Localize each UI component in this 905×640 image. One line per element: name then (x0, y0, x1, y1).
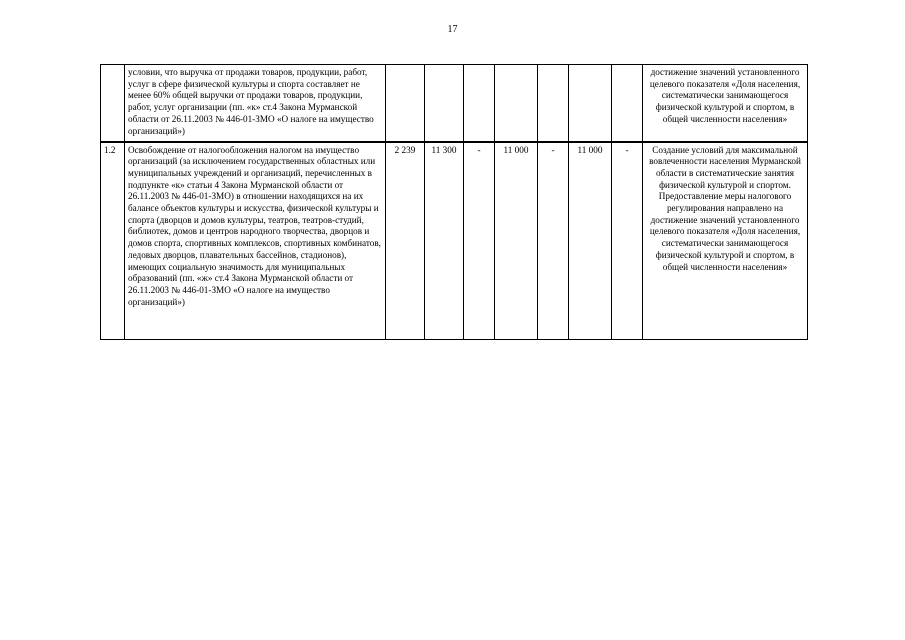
value-cell: 11 000 (495, 142, 538, 340)
value-cell: - (464, 142, 495, 340)
goal-paragraph: Предоставление меры налогового регулирования направлено на достижение значений установленного целевого показателя «Доля населения, систематически занимающегося физической культурой и спортом, в общей численности населения» (649, 191, 801, 272)
goal-paragraph: Создание условий для максимальной вовлеченности населения Мурманской области в систематические занятия физической культурой и спортом. (649, 144, 801, 190)
row-goal (643, 142, 808, 340)
value-cell: 2 239 (386, 142, 425, 340)
row-goal (643, 65, 808, 142)
value-cell: - (612, 142, 643, 340)
value-cell (538, 65, 569, 142)
value-cell: - (538, 142, 569, 340)
row-description: Освобождение от налогообложения налогом на имущество организаций (за исключением государственных областных или муниципальных учреждений и организаций, перечисленных в подпункте «к» статьи 4 Закона Мурманской области от 26.11.2003 № 446-01-ЗМО) в отношении находящихся на их балансе объектов культуры и искусства, физической культуры и спорта (дворцов и домов культуры, театров, театров-студий, библиотек, домов и центров народного творчества, дворцов и домов спорта, спортивных комплексов, спортивных комбинатов, ледовых дворцов, плавательных бассейнов, стадионов), имеющих социальную значимость для муниципальных образований (пп. «ж» ст.4 Закона Мурманской области от 26.11.2003 № 446-01-ЗМО «О налоге на имущество организаций») (125, 142, 386, 340)
value-cell (569, 65, 612, 142)
table-row (101, 65, 808, 142)
benefits-table (100, 64, 808, 340)
value-cell (612, 65, 643, 142)
page-number: 17 (447, 24, 458, 35)
goal-paragraph: достижение значений установленного целевого показателя «Доля населения, систематически занимающегося физической культурой и спортом, в общей численности населения» (649, 67, 801, 124)
table-row (101, 142, 808, 340)
value-cell (425, 65, 464, 142)
row-description: условии, что выручка от продажи товаров, продукции, работ, услуг в сфере физической культуры и спорта составляет не менее 60% общей выручки от продажи товаров, продукции, работ, услуг организации (пп. «к» ст.4 Закона Мурманской области от 26.11.2003 № 446-01-ЗМО «О налоге на имущество организаций») (125, 65, 386, 142)
row-number: 1.2 (101, 142, 125, 340)
value-cell (495, 65, 538, 142)
value-cell (464, 65, 495, 142)
value-cell: 11 300 (425, 142, 464, 340)
value-cell (386, 65, 425, 142)
value-cell: 11 000 (569, 142, 612, 340)
row-number (101, 65, 125, 142)
